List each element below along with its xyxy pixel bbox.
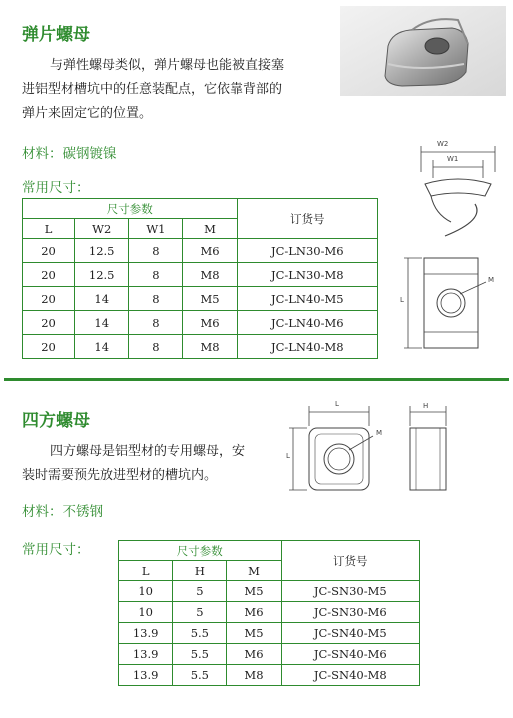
table-cell: 20 [23,335,75,359]
table-cell: 8 [129,239,183,263]
section1-desc-line3: 弹片来固定它的位置。 [22,106,153,121]
dim-m-label: M [376,429,383,437]
table-cell: M6 [227,602,281,623]
table-cell: 12.5 [75,263,129,287]
table-col-header: L [119,561,173,581]
section1-desc-line1: 与弹性螺母类似，弹片螺母也能被直接塞 [50,58,285,73]
table-cell: 20 [23,311,75,335]
table-cell: 14 [75,311,129,335]
table-row [23,287,378,311]
table-cell: 5.5 [173,644,227,665]
table-cell: M5 [183,287,237,311]
table-cell: M8 [183,263,237,287]
table-cell: 20 [23,239,75,263]
section1-material: 材料：碳钢镀镍 [22,146,117,162]
table-row [23,263,378,287]
table-row [119,602,420,623]
table-cell: M6 [227,644,281,665]
table-col-header: W2 [75,219,129,239]
table-cell: JC-SN40-M8 [281,665,419,686]
dim-m-label: M [488,276,495,284]
table-cell: 13.9 [119,665,173,686]
table-cell: 5.5 [173,665,227,686]
section2-spec-table [118,540,420,686]
table-cell: JC-LN40-M6 [237,311,377,335]
table-col-header: W1 [129,219,183,239]
dim-h-label: H [423,402,429,410]
dim-l-label: L [400,296,404,304]
table-cell: M6 [183,311,237,335]
table-cell: JC-LN30-M8 [237,263,377,287]
dim-w1-label: W1 [447,155,459,163]
table-row [23,239,378,263]
table-row [119,665,420,686]
table-cell: JC-LN40-M5 [237,287,377,311]
table-cell: 8 [129,287,183,311]
table-group-header: 尺寸参数 [119,541,282,561]
table-col-header: M [227,561,281,581]
section2-material: 材料：不锈钢 [22,504,103,520]
table-cell: 14 [75,287,129,311]
table-cell: M8 [227,665,281,686]
dim-l-top-label: L [335,400,339,408]
section-divider [4,378,509,381]
table-cell: 20 [23,263,75,287]
table-row [119,623,420,644]
section1-title: 弹片螺母 [22,25,90,45]
table-cell: 12.5 [75,239,129,263]
table-cell: JC-SN40-M6 [281,644,419,665]
square-nut-side-drawing [402,400,482,502]
table-group-header: 尺寸参数 [23,199,238,219]
table-row [119,581,420,602]
table-col-header: M [183,219,237,239]
square-nut-front-drawing [285,400,391,502]
dim-l-side-label: L [286,452,290,460]
table-cell: 14 [75,335,129,359]
table-cell: JC-SN30-M5 [281,581,419,602]
table-cell: 20 [23,287,75,311]
spring-nut-side-drawing [415,132,503,242]
section2-desc-line1: 四方螺母是铝型材的专用螺母，安 [50,444,246,459]
section2-dims-label: 常用尺寸： [22,542,90,558]
table-cell: 8 [129,335,183,359]
table-cell: 8 [129,263,183,287]
table-cell: M8 [183,335,237,359]
section1-dims-label: 常用尺寸： [22,180,90,196]
table-cell: 5 [173,602,227,623]
table-cell: 13.9 [119,623,173,644]
table-cell: M6 [183,239,237,263]
table-cell: JC-SN30-M6 [281,602,419,623]
table-row [23,335,378,359]
table-cell: JC-SN40-M5 [281,623,419,644]
section2-title: 四方螺母 [22,411,90,431]
table-cell: 8 [129,311,183,335]
table-cell: M5 [227,623,281,644]
section1-desc-line2: 进铝型材槽坑中的任意装配点，它依靠背部的 [22,82,283,97]
table-cell: JC-LN30-M6 [237,239,377,263]
table-row [119,644,420,665]
table-cell: 13.9 [119,644,173,665]
table-col-header: L [23,219,75,239]
table-cell: 10 [119,581,173,602]
table-col-header: H [173,561,227,581]
table-cell: 5.5 [173,623,227,644]
table-cell: JC-LN40-M8 [237,335,377,359]
section1-spec-table [22,198,378,359]
table-row [23,311,378,335]
table-cell: 10 [119,602,173,623]
table-cell: M5 [227,581,281,602]
dim-w2-label: W2 [437,140,449,148]
spring-nut-photo [340,6,506,96]
table-order-header: 订货号 [237,199,377,239]
section2-desc-line2: 装时需要预先放进型材的槽坑内。 [22,468,218,483]
spring-nut-front-drawing [400,248,508,358]
table-cell: 5 [173,581,227,602]
table-order-header: 订货号 [281,541,419,581]
